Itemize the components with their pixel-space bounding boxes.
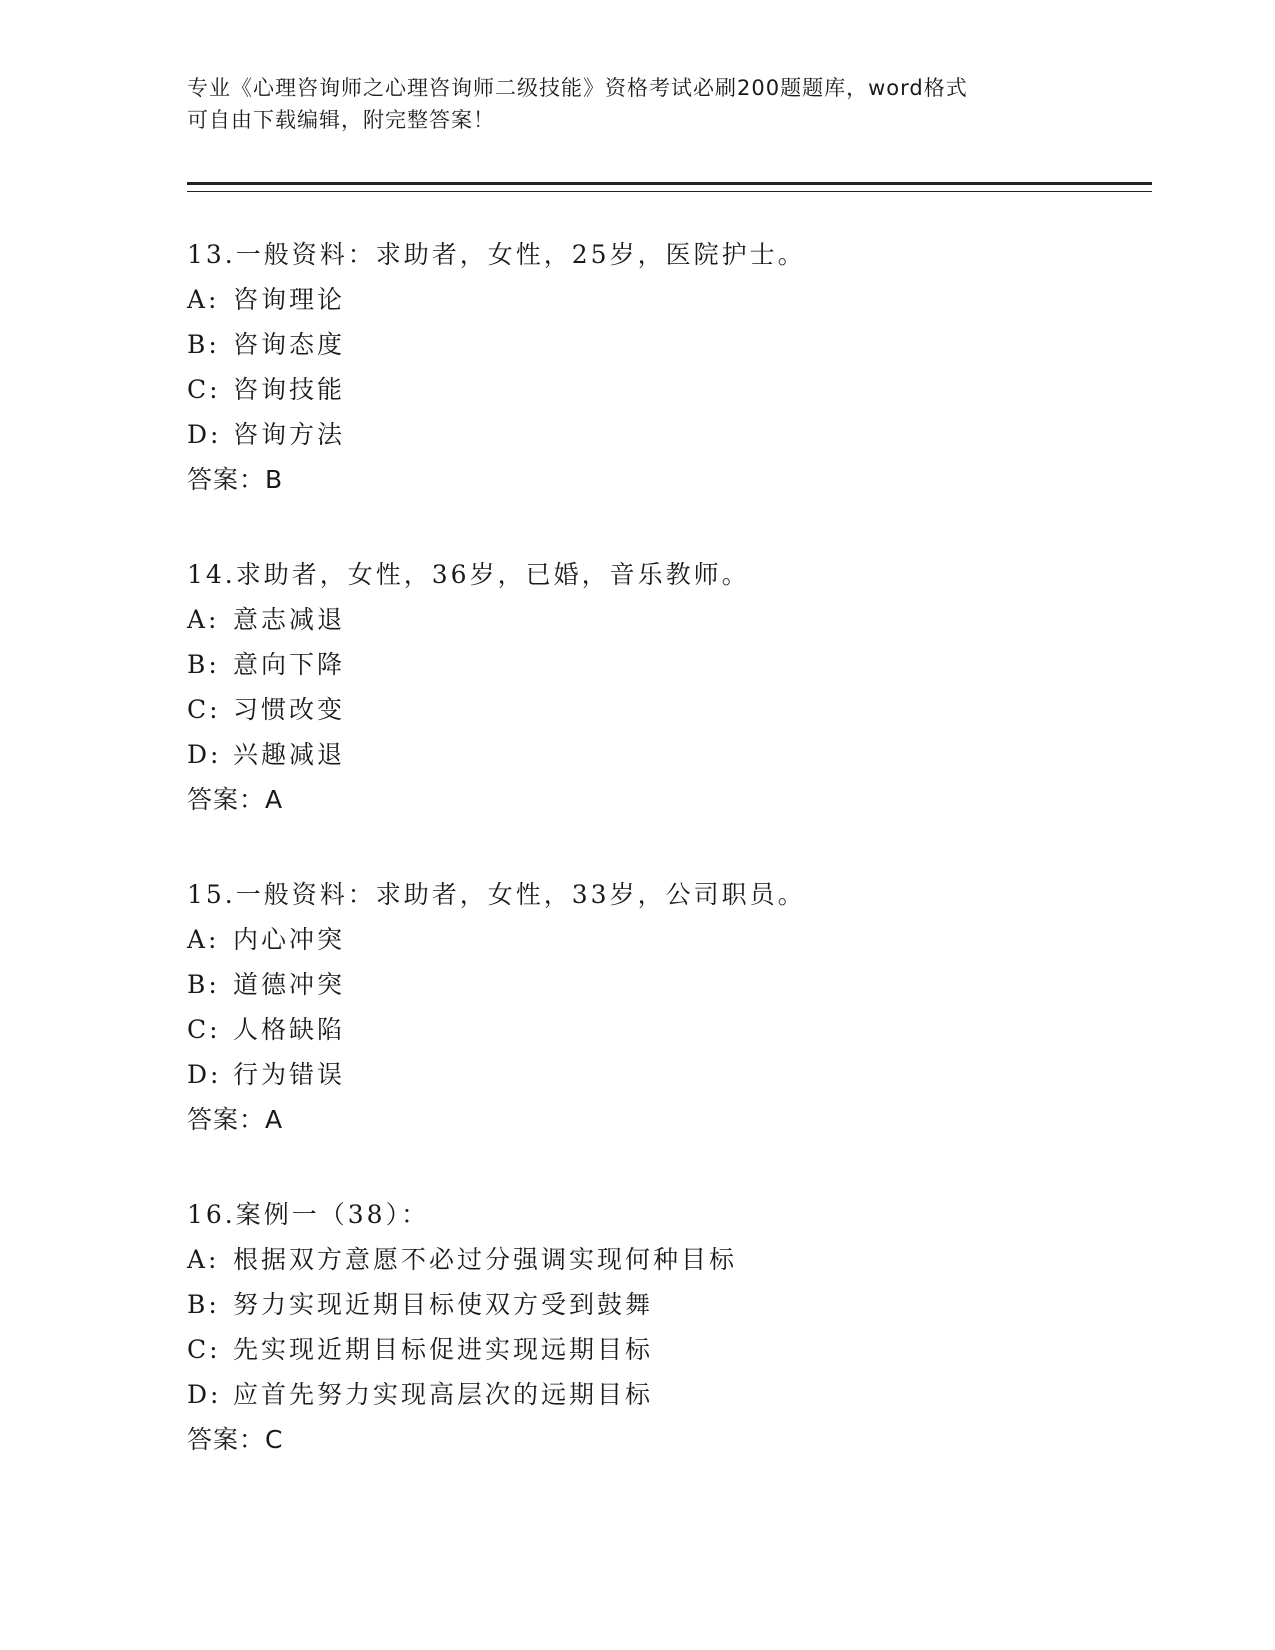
option-letter: C:	[187, 375, 221, 404]
answer-line: 答案：A	[187, 1105, 284, 1134]
option-b	[187, 642, 1157, 687]
question-16	[187, 1192, 1157, 1462]
option-letter: B:	[187, 970, 220, 999]
option-d	[187, 1052, 1157, 1097]
option-letter: B:	[187, 650, 220, 679]
option-c	[187, 367, 1157, 412]
document-page	[187, 72, 1157, 1462]
option-text: 咨询理论	[233, 285, 346, 314]
option-text: 意向下降	[233, 650, 346, 679]
question-14	[187, 552, 1157, 822]
option-text: 先实现近期目标促进实现远期目标	[233, 1335, 654, 1364]
question-15	[187, 872, 1157, 1142]
question-stem: 15.一般资料：求助者，女性，33岁，公司职员。	[187, 880, 806, 909]
question-stem: 13.一般资料：求助者，女性，25岁，医院护士。	[187, 240, 806, 269]
option-b	[187, 322, 1157, 367]
option-text: 道德冲突	[233, 970, 346, 999]
option-c	[187, 1327, 1157, 1372]
option-text: 咨询态度	[233, 330, 346, 359]
option-letter: D:	[187, 1060, 222, 1089]
option-letter: A:	[187, 1245, 220, 1274]
question-13	[187, 232, 1157, 502]
header-divider	[187, 182, 1152, 192]
option-b	[187, 962, 1157, 1007]
option-a	[187, 277, 1157, 322]
option-text: 习惯改变	[233, 695, 346, 724]
option-d	[187, 732, 1157, 777]
option-letter: D:	[187, 420, 222, 449]
option-a	[187, 1237, 1157, 1282]
document-header	[187, 72, 1087, 136]
answer-line: 答案：A	[187, 785, 284, 814]
option-text: 努力实现近期目标使双方受到鼓舞	[233, 1290, 654, 1319]
answer-line: 答案：C	[187, 1425, 284, 1454]
option-text: 根据双方意愿不必过分强调实现何种目标	[233, 1245, 738, 1274]
option-letter: C:	[187, 1335, 221, 1364]
option-d	[187, 1372, 1157, 1417]
question-stem: 16.案例一（38）：	[187, 1200, 430, 1229]
option-d	[187, 412, 1157, 457]
option-c	[187, 1007, 1157, 1052]
header-line-1: 专业《心理咨询师之心理咨询师二级技能》资格考试必刷200题题库，word格式	[187, 76, 968, 100]
question-list	[187, 232, 1157, 1462]
option-letter: D:	[187, 740, 222, 769]
option-a	[187, 597, 1157, 642]
header-line-2: 可自由下载编辑，附完整答案！	[187, 108, 495, 132]
option-text: 兴趣减退	[233, 740, 346, 769]
option-letter: B:	[187, 330, 220, 359]
option-text: 咨询技能	[233, 375, 346, 404]
option-letter: C:	[187, 1015, 221, 1044]
option-text: 内心冲突	[233, 925, 346, 954]
option-letter: B:	[187, 1290, 220, 1319]
option-letter: A:	[187, 285, 220, 314]
option-text: 咨询方法	[233, 420, 346, 449]
option-letter: A:	[187, 925, 220, 954]
option-a	[187, 917, 1157, 962]
option-text: 应首先努力实现高层次的远期目标	[233, 1380, 654, 1409]
option-letter: D:	[187, 1380, 222, 1409]
option-b	[187, 1282, 1157, 1327]
question-stem: 14.求助者，女性，36岁，已婚，音乐教师。	[187, 560, 750, 589]
answer-line: 答案：B	[187, 465, 284, 494]
option-letter: A:	[187, 605, 220, 634]
option-c	[187, 687, 1157, 732]
option-text: 人格缺陷	[233, 1015, 346, 1044]
option-letter: C:	[187, 695, 221, 724]
option-text: 意志减退	[233, 605, 346, 634]
option-text: 行为错误	[233, 1060, 346, 1089]
